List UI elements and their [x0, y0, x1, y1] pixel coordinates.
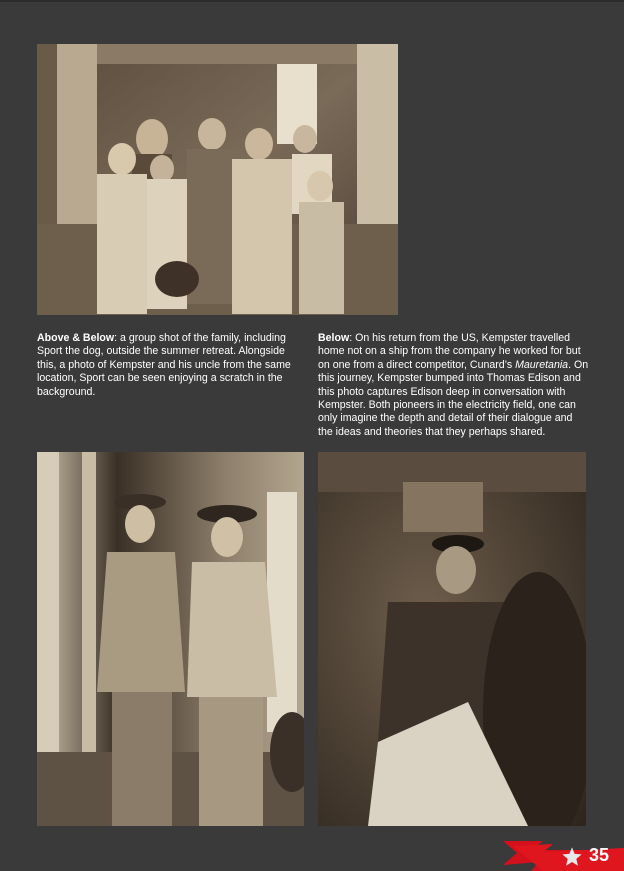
caption-text: : a group shot of the family, including Sport the dog, outside the summer retreat. Alongside this, a photo of Kempster and his uncle from the same location, Sport can be seen enjoying a scratch in the background.	[37, 332, 291, 398]
caption-lead: Above & Below	[37, 332, 115, 344]
star-icon	[561, 846, 583, 868]
kempster-uncle-photo	[37, 452, 304, 826]
top-border	[0, 0, 624, 2]
caption-text-after: . On this journey, Kempster bumped into Thomas Edison and this photo captures Edison deep in conversation with Kempster. Both pioneers in the electricity field, one can only imagine the depth and detail of their dialogue and the ideas and theories that they perhaps shared.	[318, 358, 589, 438]
family-group-photo	[37, 44, 398, 315]
page-number-badge	[503, 838, 624, 871]
page-number: 35	[589, 845, 610, 865]
caption-lead: Below	[318, 332, 350, 344]
edison-photo	[318, 452, 586, 826]
ship-name: Mauretania	[515, 358, 569, 371]
caption-text-before: : On his return from the US, Kempster travelled home not on a ship from the company he worked for but on one from a direct competitor, Cunard’s	[318, 332, 581, 371]
caption-family-photos	[37, 332, 299, 399]
caption-edison-photo	[318, 332, 590, 439]
